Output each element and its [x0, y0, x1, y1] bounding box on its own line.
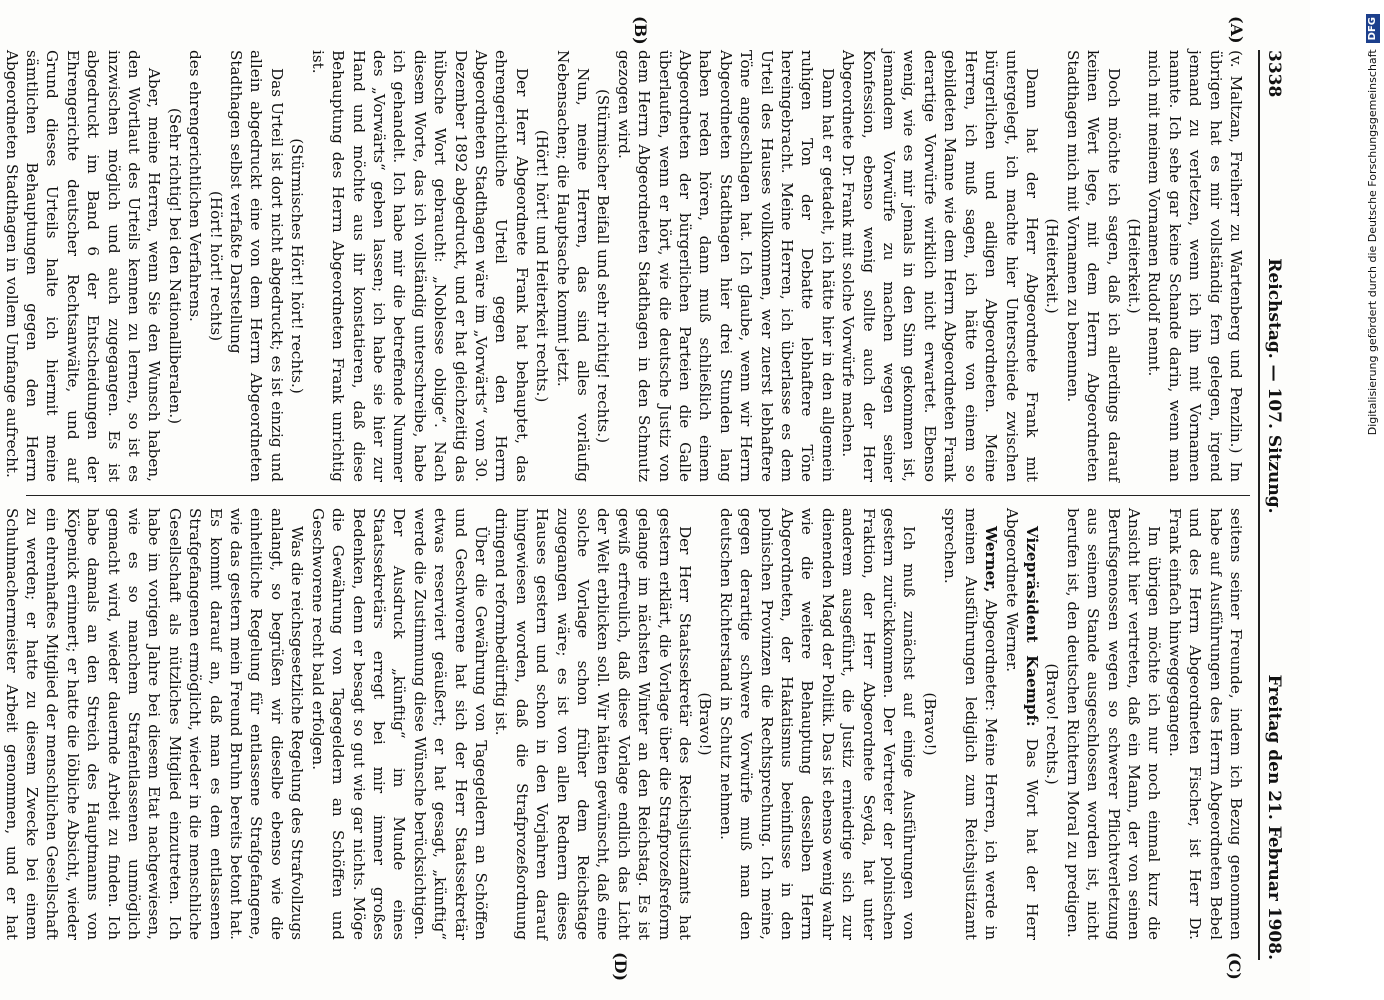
footer-strip — [1358, 0, 1383, 1000]
page-number: 3338 — [1264, 50, 1284, 98]
paragraph: Der Herr Abgeordnete Frank hat behauptet, das ehrengerichtliche Urteil gegen den Herrn Abgeordneten Stadthagen wäre im „Vorwärts“ vom 30. Dezember 1892 abgedruckt, und er hat gleichzeitig das hübsche Wort gebraucht: „Noblesse oblige“. Nach diesem Worte, das ich vollständig unterschreibe, habe ich gehandelt. Ich habe mir die betreffende Nummer des „Vorwärts“ geben lassen; ich habe sie hier zur Hand und möchte aus ihr konstatieren, daß diese Behauptung des Herrn Abgeordneten Frank unrichtig ist. — [308, 50, 531, 482]
paragraph: des ehrengerichtlichen Verfahrens. — [186, 50, 205, 322]
paragraph: Was die reichsgesetzliche Regelung des Strafvollzugs anlangt, so begrüßen wir dieselbe ebenso wie die einheitliche Regelung für entlassene Strafgefangene, wie das gestern mein Freund Bruhn bereits betont hat. Es kommt darauf an, daß man es dem entlassenen Strafgefangenen ermöglicht, wieder in die menschliche Gesellschaft als nützliches Mitglied einzutreten. Ich habe im vorigen Jahre bei diesem Etat nachgewiesen, wie es so manchem Strafentlassenen unmöglich gemacht wird, wieder dauernde Arbeit zu finden. Ich habe damals an den Streich des Hauptmanns von Köpenick erinnert; er hatte die löbliche Absicht, wieder ein ehrenhaftes Mitglied der menschlichen Gesellschaft zu werden; er hatte zu diesem Zwecke bei einem Schuhmachermeister Arbeit genommen, und er hat — [2, 508, 307, 940]
paragraph: (v. Maltzan, Freiherr zu Wartenberg und Penzlin.) Im übrigen hat es mir vollständig fern gelegen, irgend jemand zu verletzen, wenn ich ihn mit Vornamen nannte. Ich sehe gar keine Schande darin, wenn man mich mit meinem Vornamen Rudolf nennt. — [1145, 50, 1245, 482]
interjection: (Bravo! rechts.) — [1043, 663, 1062, 785]
paragraph: Ich muß zunächst auf einige Ausführungen von gestern zurückkommen. Der Vertreter der polnischen Fraktion, der Herr Abgeordnete Seyda, hat unter anderem ausgeführt, die Justiz erniedrige sich zur dienenden Magd der Politik. Das ist ebenso wenig wahr wie die weitere Behauptung desselben Herrn Abgeordneten, der Hakatismus beeinflusse in den polnischen Provinzen die Rechtsprechung. Ich meine, gegen derartige schwere Vorwürfe muß man den deutschen Richterstand in Schutz nehmen. — [716, 508, 919, 940]
paragraph: Das Urteil ist dort nicht abgedruckt; es ist einzig und allein abgedruckt eine von dem Herrn Abgeordneten Stadthagen selbst verfaßte Darstellung — [227, 50, 286, 482]
speaker-name: Werner, — [982, 526, 1001, 593]
margin-mark-b: (B) — [631, 16, 650, 45]
dfg-logo: DFG — [1366, 14, 1380, 43]
speaker-name: Vizepräsident Kaempf: — [1022, 526, 1041, 727]
paragraph: Der Herr Staatssekretär des Reichsjustizamts hat gestern erklärt, die Vorlage über die Strafprozeßreform gelange im nächsten Winter an den Reichstag. Es ist gewiß erfreulich, daß diese Vorlage endlich das Licht der Welt erblicken soll. Wir hätten gewünscht, daß eine solche Vorlage schon früher dem Reichstage zugegangen wäre; es ist von allen Rednern dieses Hauses gestern und schon in den Vorjahren darauf hingewiesen worden, daß die Strafprozeßordnung dringend reformbedürftig ist. — [492, 508, 695, 940]
interjection: (Hört! hört! rechts) — [206, 190, 225, 342]
interjection: (Hört! hört! und Heiterkeit rechts.) — [533, 129, 552, 403]
interjection: (Stürmisches Hört! hört! rechts.) — [288, 138, 307, 394]
paragraph: Dann hat der Herr Abgeordnete Frank mit untergelegt, ich machte hier Unterschiede zwischen bürgerlichen und adligen Abgeordneten. Meine Herren, ich muß sagen, ich hätte von einem so gebildeten Manne wie dem Herrn Abgeordneten Frank derartige Vorwürfe wirklich nicht erwartet. Ebenso wenig, wie es mir jemals in den Sinn gekommen ist, jemandem Vorwürfe zu machen wegen seiner Konfession, ebenso wenig sollte auch der Herr Abgeordnete Dr. Frank mit solche Vorwürfe machen. — [839, 50, 1041, 482]
margin-mark-c: (C) — [1225, 952, 1244, 980]
paragraph — [1001, 508, 1042, 940]
interjection: (Heiterkeit.) — [1124, 218, 1143, 314]
page-header — [1258, 50, 1288, 960]
paragraph: Aber, meine Herren, wenn Sie den Wunsch haben, den Wortlaut des Urteils kennen zu lernen, so ist es inzwischen möglich und auch zugegangen. Es ist abgedruckt im Band 6 der Entscheidungen der Ehrengerichte deutscher Rechtsanwälte, und auf Grund dieses Urteils halte ich hiermit meine sämtlichen Behauptungen gegen den Herrn Abgeordneten Stadthagen in vollem Umfange aufrecht. — [2, 50, 164, 482]
paragraph: seitens seiner Freunde, indem ich Bezug genommen habe auf Ausführungen des Herrn Abgeordneten Bebel und des Herrn Abgeordneten Fischer, ist Herr Dr. Frank einfach hinweggegangen. — [1165, 508, 1245, 940]
interjection: (Sehr richtig! bei den Nationalliberalen.) — [165, 107, 184, 425]
right-column — [2, 508, 1246, 940]
header-title: Reichstag. — 107. Sitzung. — [1264, 258, 1284, 514]
header-date: Freitag den 21. Februar 1908. — [1264, 674, 1284, 960]
credit-text: Digitalisierung gefördert durch die Deutsche Forschungsgemeinschaft — [1366, 49, 1379, 436]
paragraph — [940, 508, 1001, 940]
interjection: (Bravo!) — [920, 692, 939, 756]
paragraph: Doch möchte ich sagen, daß ich allerdings darauf keinen Wert lege, mit dem Herrn Abgeordneten Stadthagen mich mit Vornamen zu benennen. — [1063, 50, 1123, 482]
interjection: (Heiterkeit.) — [1043, 218, 1062, 314]
interjection: (Bravo!) — [696, 692, 715, 756]
left-column — [2, 50, 1246, 482]
paragraph-text: Das Wort hat der Herr Abgeordnete Werner. — [1002, 508, 1041, 940]
dfg-credit — [1362, 0, 1384, 1000]
margin-mark-a: (A) — [1227, 16, 1246, 44]
interjection: (Stürmischer Beifall und sehr richtig! rechts.) — [594, 88, 613, 444]
paragraph-text: Abgeordneter: Meine Herren, ich werde in meinen Ausführungen lediglich zum Reichsjustizamt sprechen. — [941, 508, 1001, 940]
margin-mark-d: (D) — [611, 952, 630, 982]
column-divider — [26, 495, 1250, 496]
paragraph: Dann hat er getadelt, ich hätte hier in den allgemein ruhigen Ton der Debatte lebhaftere Töne hereingebracht. Meine Herren, ich überlasse es dem Urteil des Hauses vollkommen, wer zuerst lebhaftere Töne angeschlagen hat. Ich glaube, wenn wir Herrn Abgeordneten Stadthagen hier drei Stunden lang haben reden hören, dann muß schließlich einem Abgeordneten der bürgerlichen Parteien die Galle überlaufen, wenn er hört, wie die deutsche Justiz von dem Herrn Abgeordneten Stadthagen in den Schmutz gezogen wird. — [614, 50, 837, 482]
paragraph: Über die Gewährung von Tagegeldern an Schöffen und Geschworene hat sich der Herr Staatssekretär etwas reserviert geäußert; er hat gesagt, „künftig“ werde die Zustimmung diese Wünsche berücksichtigen. Der Ausdruck „künftig“ im Munde eines Staatssekretärs erregt bei mir immer großes Bedenken, denn er besagt so gut wie gar nichts. Möge die Gewährung von Tagegeldern an Schöffen und Geschworene recht bald erfolgen. — [308, 508, 490, 940]
paragraph: Nun, meine Herren, das sind alles vorläufig Nebensachen; die Hauptsache kommt jetzt. — [553, 50, 592, 482]
paragraph: Im übrigen möchte ich nur noch einmal kurz die Ansicht hier vertreten, daß ein Mann, der von seinen Berufsgenossen wegen so schwerer Pflichtverletzung aus seinem Stande ausgeschlossen worden ist, nicht berufen ist, den deutschen Richtern Moral zu predigen. — [1063, 508, 1164, 940]
